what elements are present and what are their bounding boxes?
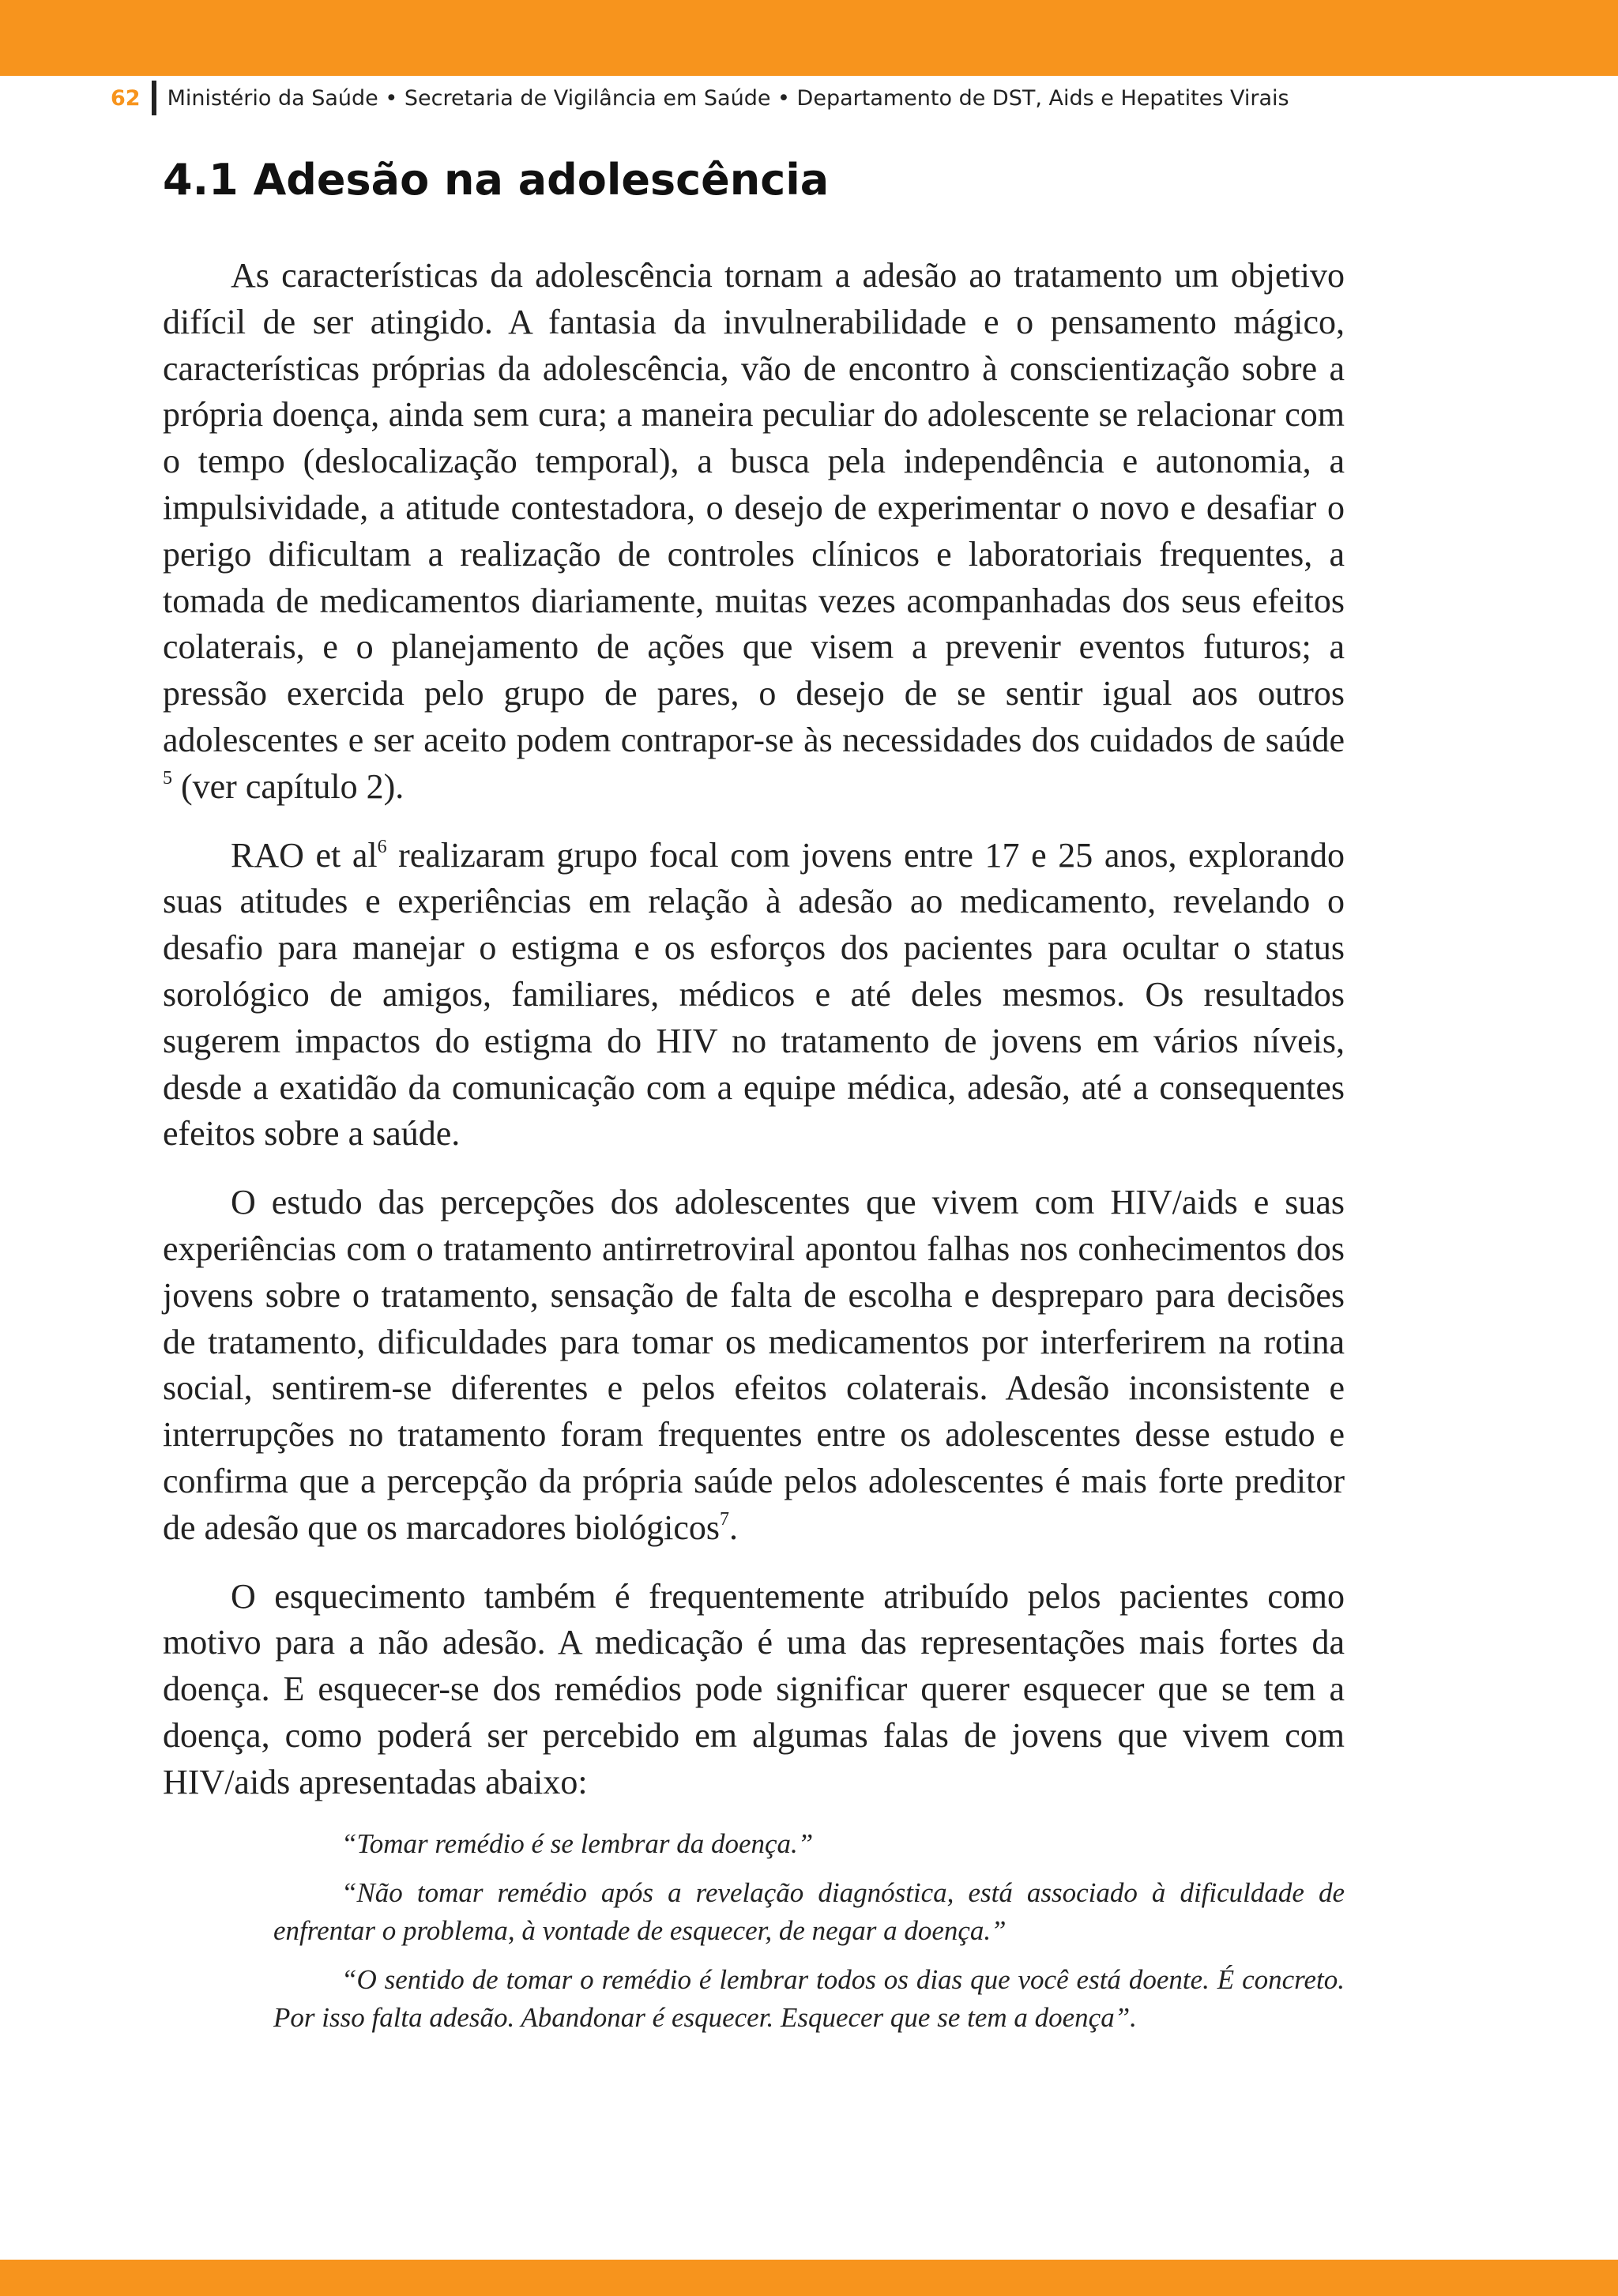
bottom-accent-bar xyxy=(0,2260,1618,2296)
running-title: Ministério da Saúde • Secretaria de Vigilância em Saúde • Departamento de DST, Aids e Hepatites Virais xyxy=(167,85,1289,111)
quote-2: “Não tomar remédio após a revelação diagnóstica, está associado à dificuldade de enfrentar o problema, à vontade de esquecer, de negar a doença.” xyxy=(273,1876,1345,1946)
paragraph-3-text: O estudo das percepções dos adolescentes que vivem com HIV/aids e suas experiências com o tratamento antirretroviral apontou falhas nos conhecimentos dos jovens sobre o tratamento, sensação de falta de escolha e despreparo para decisões de tratamento, dificuldades para tomar os medicamentos por interferirem na rotina social, sentirem-se diferentes e pelos efeitos colaterais. Adesão inconsistente e interrupções no tratamento foram frequentes entre os adolescentes desse estudo e confirma que a percepção da própria saúde pelos adolescentes é mais forte preditor de adesão que os marcadores biológicos xyxy=(163,1183,1345,1547)
paragraph-2-lead: RAO et al xyxy=(231,835,378,875)
paragraph-2-text: realizaram grupo focal com jovens entre 17 e 25 anos, explorando suas atitudes e experiências em relação à adesão ao medicamento, revelando o desafio para manejar o estigma e os esforços dos pacientes para ocultar o status sorológico de amigos, familiares, médicos e até deles mesmos. Os resultados sugerem impactos do estigma do HIV no tratamento de jovens em vários níveis, desde a exatidão da comunicação com a equipe médica, adesão, até a consequentes efeitos sobre a saúde. xyxy=(163,835,1345,1154)
reference-6: 6 xyxy=(377,836,387,857)
paragraph-2 xyxy=(163,833,1345,1158)
header-divider xyxy=(152,81,156,115)
paragraph-3-tail: . xyxy=(729,1507,738,1547)
paragraph-4 xyxy=(163,1574,1345,1806)
body-text xyxy=(163,253,1345,2048)
reference-5: 5 xyxy=(163,767,172,789)
paragraph-1-tail: (ver capítulo 2). xyxy=(172,766,404,806)
paragraph-4-text: O esquecimento também é frequentemente atribuído pelos pacientes como motivo para a não adesão. A medicação é uma das representações mais fortes da doença. E esquecer-se dos remédios pode significar querer esquecer que se tem a doença, como poderá ser percebido em algumas falas de jovens que vivem com HIV/aids apresentadas abaixo: xyxy=(163,1576,1345,1801)
paragraph-3 xyxy=(163,1180,1345,1551)
top-accent-bar xyxy=(0,0,1618,76)
paragraph-1-text: As características da adolescência tornam a adesão ao tratamento um objetivo difícil de ser atingido. A fantasia da invulnerabilidade e o pensamento mágico, características próprias da adolescência, vão de encontro à conscientização sobre a própria doença, ainda sem cura; a maneira peculiar do adolescente se relacionar com o tempo (deslocalização temporal), a busca pela independência e autonomia, a impulsividade, a atitude contestadora, o desejo de experimentar o novo e desafiar o perigo dificultam a realização de controles clínicos e laboratoriais frequentes, a tomada de medicamentos diariamente, muitas vezes acompanhadas dos seus efeitos colaterais, e o planejamento de ações que visem a prevenir eventos futuros; a pressão exercida pelo grupo de pares, o desejo de se sentir igual aos outros adolescentes e ser aceito podem contrapor-se às necessidades dos cuidados de saúde xyxy=(163,256,1345,759)
quote-3: “O sentido de tomar o remédio é lembrar todos os dias que você está doente. É concreto. Por isso falta adesão. Abandonar é esquecer. Esquecer que se tem a doença”. xyxy=(273,1963,1345,2033)
page-number: 62 xyxy=(111,85,141,111)
section-title: 4.1 Adesão na adolescência xyxy=(163,155,830,205)
quote-1: “Tomar remédio é se lembrar da doença.” xyxy=(341,1827,814,1859)
reference-7: 7 xyxy=(720,1508,729,1530)
running-header xyxy=(111,81,1289,115)
paragraph-1 xyxy=(163,253,1345,811)
quotes-block xyxy=(273,1825,1345,2037)
